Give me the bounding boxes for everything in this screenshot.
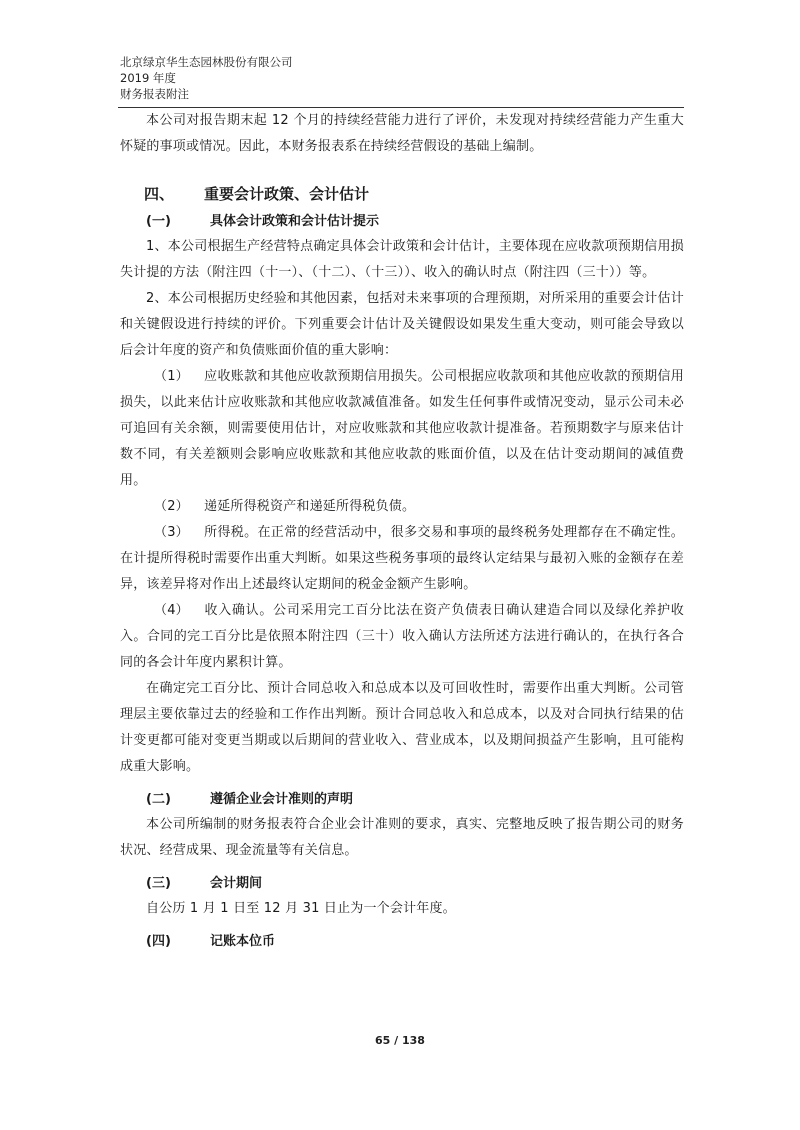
- subsection-heading-4: [120, 930, 684, 954]
- list-item-number: （4）: [154, 603, 189, 618]
- section-number: 四、: [144, 185, 175, 203]
- subsection-number: (一): [146, 214, 171, 229]
- subsection-number: (四): [146, 934, 171, 949]
- header-company: 北京绿京华生态园林股份有限公司: [120, 55, 293, 69]
- list-item: [120, 520, 684, 598]
- list-item-text: 应收账款和其他应收款预期信用损失。公司根据应收款项和其他应收款的预期信用损失，以此来估计应收账款和其他应收款减值准备。如发生任何事件或情况变动，显示公司未必可追回有关余额，则需要使用估计，对应收账款和其他应收款计提准备。若预期数字与原来估计数不同，有关差额则会影响应收账款和其他应收款的账面价值，以及在估计变动期间的减值费用。: [120, 369, 684, 488]
- header-doc-title: 财务报表附注: [120, 87, 189, 101]
- paragraph: 在确定完工百分比、预计合同总收入和总成本以及可回收性时，需要作出重大判断。公司管理层主要依靠过去的经验和工作作出判断。预计合同总收入和总成本，以及对合同执行结果的估计变更都可能对变更当期或以后期间的营业收入、营业成本，以及期间损益产生影响，且可能构成重大影响。: [120, 681, 684, 774]
- list-item: [120, 364, 684, 494]
- list-item-number: （3）: [154, 525, 189, 540]
- list-item: [120, 598, 684, 676]
- subsection-heading-1: [120, 210, 684, 234]
- subsection-title: 具体会计政策和会计估计提示: [210, 214, 380, 229]
- list-item-text: 递延所得税资产和递延所得税负债。: [204, 499, 416, 514]
- going-concern-paragraph: 本公司对报告期末起 12 个月的持续经营能力进行了评价，未发现对持续经营能力产生重大怀疑的事项或情况。因此，本财务报表系在持续经营假设的基础上编制。: [120, 113, 684, 154]
- subsection-heading-2: [120, 788, 684, 812]
- subsection-title: 记账本位币: [210, 934, 276, 949]
- paragraph: 1、本公司根据生产经营特点确定具体会计政策和会计估计，主要体现在应收款项预期信用损失计提的方法（附注四（十一）、（十二）、（十三））、收入的确认时点（附注四（三十））等。: [120, 239, 684, 280]
- section-title: 重要会计政策、会计估计: [204, 185, 370, 203]
- paragraph: 本公司所编制的财务报表符合企业会计准则的要求，真实、完整地反映了报告期公司的财务状况、经营成果、现金流量等有关信息。: [120, 817, 684, 858]
- subsection-number: (二): [146, 792, 171, 807]
- list-item-text: 收入确认。公司采用完工百分比法在资产负债表日确认建造合同以及绿化养护收入。合同的完工百分比是依照本附注四（三十）收入确认方法所述方法进行确认的，在执行各合同的各会计年度内累积计算。: [120, 603, 684, 670]
- list-item-number: （2）: [154, 499, 189, 514]
- subsection-title: 会计期间: [210, 876, 263, 891]
- header-year: 2019 年度: [120, 71, 176, 85]
- page-header: [120, 54, 293, 102]
- page-body: [120, 108, 684, 954]
- page-number: 65 / 138: [375, 1034, 425, 1047]
- subsection-number: (三): [146, 876, 171, 891]
- subsection-heading-3: [120, 872, 684, 896]
- subsection-title: 遵循企业会计准则的声明: [210, 792, 354, 807]
- list-item-number: （1）: [154, 369, 189, 384]
- paragraph: 2、本公司根据历史经验和其他因素，包括对未来事项的合理预期，对所采用的重要会计估计和关键假设进行持续的评价。下列重要会计估计及关键假设如果发生重大变动，则可能会导致以后会计年度的资产和负债账面价值的重大影响：: [120, 291, 684, 358]
- list-item-text: 所得税。在正常的经营活动中，很多交易和事项的最终税务处理都存在不确定性。在计提所得税时需要作出重大判断。如果这些税务事项的最终认定结果与最初入账的金额存在差异，该差异将对作出上述最终认定期间的税金金额产生影响。: [120, 525, 684, 592]
- section-heading: [120, 182, 684, 206]
- paragraph: 自公历 1 月 1 日至 12 月 31 日止为一个会计年度。: [146, 901, 456, 916]
- list-item: [120, 494, 684, 520]
